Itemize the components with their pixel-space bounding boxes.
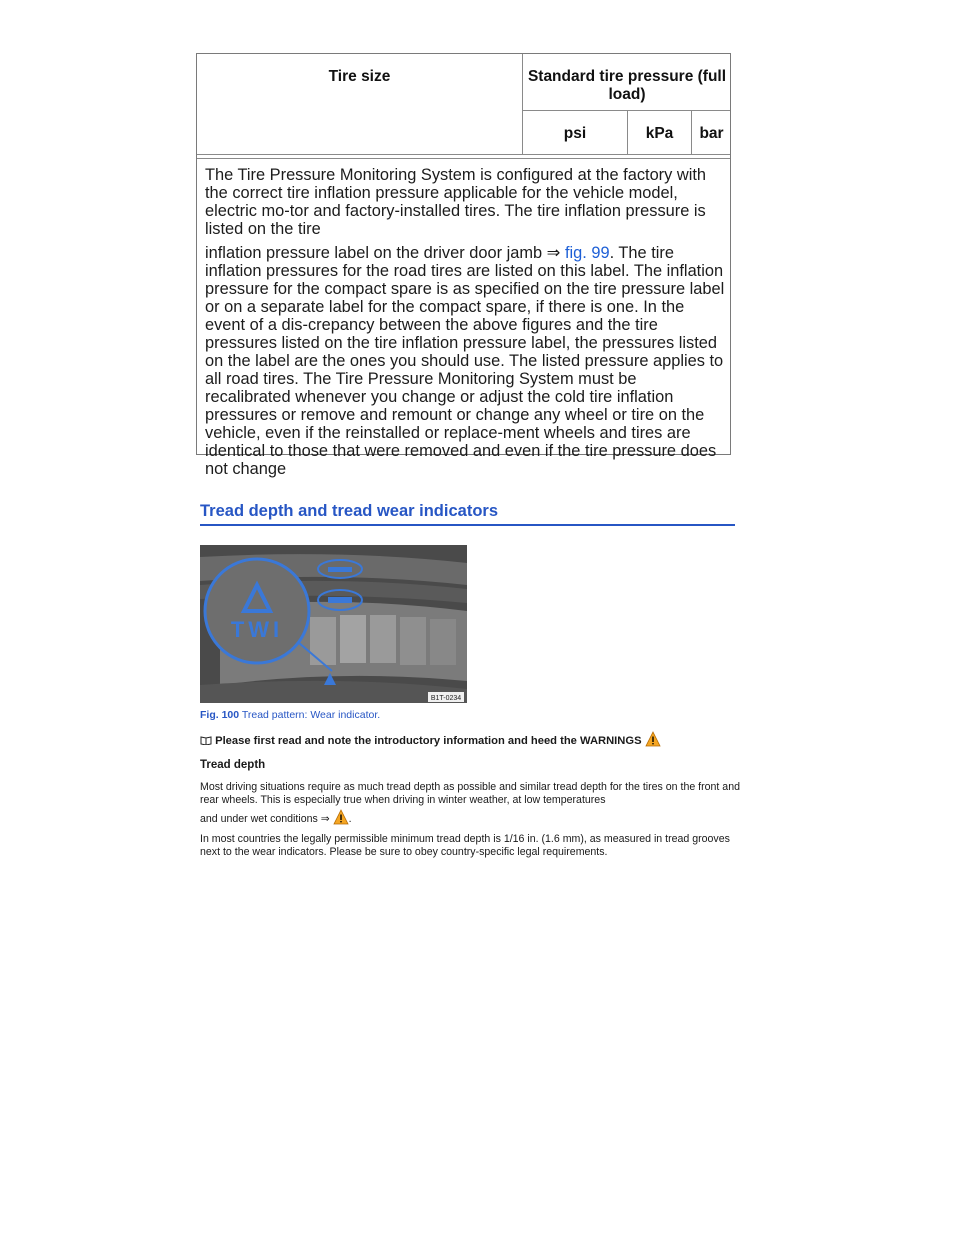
tread-depth-paragraph-1: Most driving situations require as much tread depth as possible and similar tread depth for the tires on the front and rear wheels. This is especially true when driving in winter weather, at low temperatures	[200, 781, 740, 806]
tire-tread-illustration	[200, 545, 467, 703]
figure-code: B1T-0234	[430, 695, 462, 702]
tread-depth-heading: Tread depth	[200, 759, 266, 771]
tire-pressure-table	[196, 53, 731, 478]
book-icon	[200, 736, 212, 748]
header-separator	[197, 154, 730, 159]
header-kpa: kPa	[645, 125, 674, 142]
twi-label: TWI	[230, 617, 284, 642]
header-standard-pressure: Standard tire pressure (full load)	[527, 68, 727, 103]
body-text: inflation pressure label on the driver door jamb ⇒	[205, 244, 565, 262]
tread-depth-text: and under wet conditions ⇒	[200, 813, 330, 825]
tread-depth-paragraph-1b: and under wet conditions ⇒ .	[200, 809, 740, 829]
warning-icon[interactable]	[645, 731, 661, 750]
figure-caption-text: Tread pattern: Wear indicator.	[241, 709, 381, 721]
tread-depth-paragraph-2: In most countries the legally permissible minimum tread depth is 1/16 in. (1.6 mm), as measured in tread grooves next to the wear indicators. Please be sure to obey country-specific legal requirements.	[200, 833, 730, 858]
read-note	[200, 731, 661, 750]
header-psi: psi	[563, 125, 587, 142]
body-text: . The tire inflation pressures for the road tires are listed on this label. The inflation pressure for the compact spare is as specified on the tire pressure label or on a separate label for the compact spare, if there is one. In the event of a dis-crepancy between the above figures and the tire pressures listed on the tire inflation pressure label, the pressures listed on the label are the ones you should use. The listed pressure applies to all road tires. The Tire Pressure Monitoring System must be recalibrated whenever you change or adjust the cold tire inflation pressures or remove and remount or change any wheel or tire on the vehicle, even if the reinstalled or replace-ment wheels and tires are identical to those that were removed and even if the tire pressure does not change	[205, 244, 725, 478]
header-tire-size: Tire size	[328, 68, 391, 85]
figure-caption	[200, 709, 380, 721]
body-paragraph-2	[205, 244, 725, 478]
header-bar: bar	[699, 125, 724, 142]
table-body-text	[205, 166, 725, 484]
figure-label: Fig. 100	[200, 709, 240, 721]
fig-99-link[interactable]: fig. 99	[564, 244, 610, 262]
tread-wear-figure	[200, 545, 467, 703]
row-divider	[522, 110, 730, 111]
body-paragraph-1: The Tire Pressure Monitoring System is configured at the factory with the correct tire inflation pressure applicable for the vehicle model, electric mo-tor and factory-installed tires. The tire inflation pressure is listed on the tire	[205, 166, 707, 238]
warning-icon[interactable]	[333, 809, 349, 829]
section-title: Tread depth and tread wear indicators	[200, 502, 735, 526]
read-note-text: Please first read and note the introductory information and heed the WARNINGS	[215, 735, 642, 747]
